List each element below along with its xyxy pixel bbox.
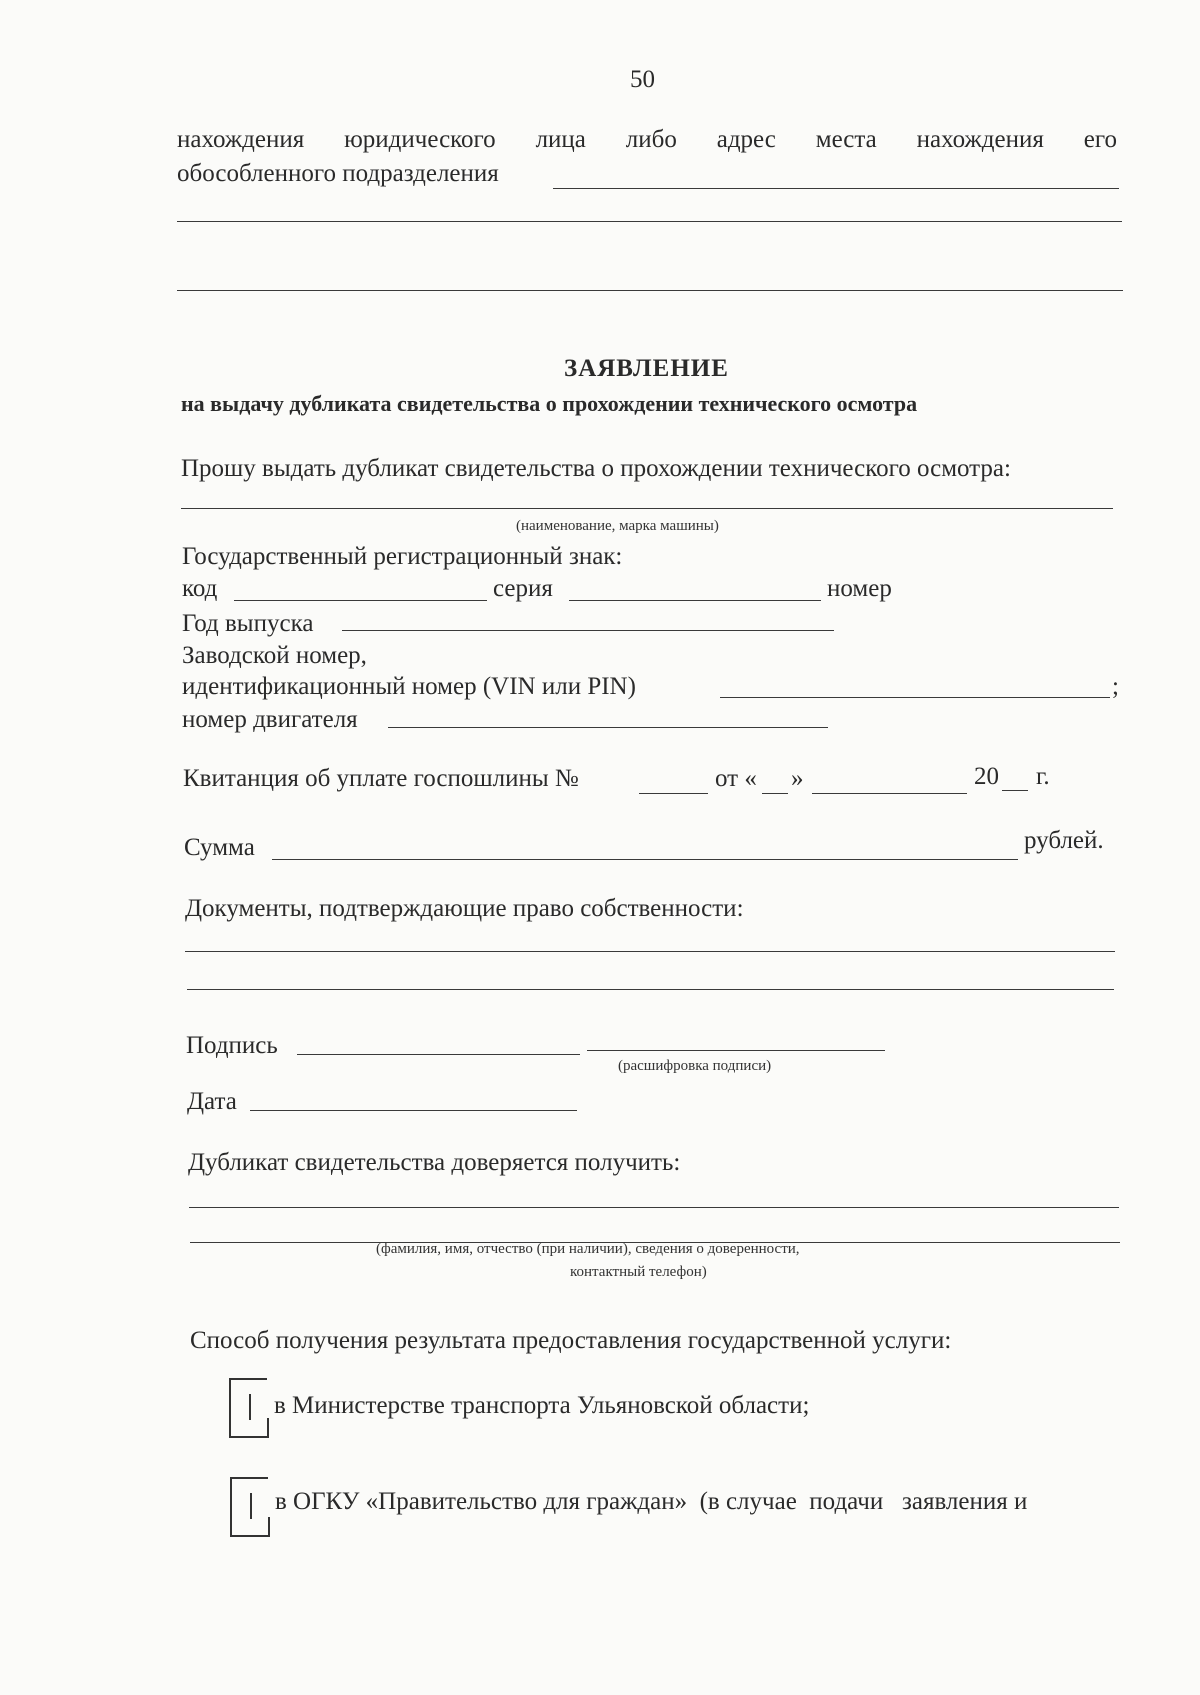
reg-code-label: код (182, 575, 218, 602)
intro-word: нахождения (177, 126, 305, 153)
reg-series-field[interactable] (569, 600, 821, 601)
sum-unit: рублей. (1024, 827, 1104, 854)
receipt-year-prefix: 20 (974, 763, 999, 790)
ownership-documents-label: Документы, подтверждающие право собственности: (185, 895, 744, 922)
receipt-year-field[interactable] (1002, 790, 1028, 791)
option-ministry-label: в Министерстве транспорта Ульяновской области; (274, 1392, 810, 1419)
intro-word: лица (535, 126, 586, 153)
result-method-label: Способ получения результата предоставления государственной услуги: (190, 1327, 952, 1354)
intro-fill-line[interactable] (177, 221, 1122, 222)
reg-code-field[interactable] (234, 600, 487, 601)
vehicle-name-line[interactable] (181, 508, 1113, 509)
ownership-field[interactable] (187, 989, 1114, 990)
signature-decryption-field[interactable] (587, 1050, 885, 1051)
trustee-label: Дубликат свидетельства доверяется получить: (188, 1149, 681, 1176)
year-label: Год выпуска (182, 610, 314, 637)
signature-field[interactable] (297, 1054, 580, 1055)
receipt-close-quote: » (791, 765, 804, 792)
signature-decryption-hint: (расшифровка подписи) (618, 1058, 772, 1074)
intro-line-2: обособленного подразделения (177, 160, 499, 187)
intro-word: юридического (344, 126, 496, 153)
intro-word: адрес (716, 126, 776, 153)
option-government-center-checkbox[interactable] (230, 1477, 270, 1537)
engine-number-field[interactable] (388, 727, 828, 728)
sum-field[interactable] (272, 859, 1018, 860)
date-label: Дата (187, 1088, 237, 1115)
sum-label: Сумма (184, 834, 255, 861)
date-field[interactable] (250, 1110, 577, 1111)
ownership-field[interactable] (185, 951, 1115, 952)
trustee-hint-line-2: контактный телефон) (570, 1264, 707, 1280)
intro-word: нахождения (916, 126, 1044, 153)
document-subtitle: на выдачу дубликата свидетельства о прохождении технического осмотра (181, 391, 918, 416)
intro-fill-line[interactable] (177, 290, 1123, 291)
intro-word: либо (625, 126, 677, 153)
receipt-year-suffix: г. (1036, 763, 1050, 790)
reg-series-label: серия (493, 575, 553, 602)
receipt-number-field[interactable] (639, 793, 708, 794)
reg-sign-label: Государственный регистрационный знак: (182, 543, 623, 570)
vin-label: идентификационный номер (VIN или PIN) (182, 673, 636, 700)
engine-number-label: номер двигателя (182, 706, 358, 733)
factory-number-label: Заводской номер, (182, 642, 367, 669)
vin-semicolon: ; (1112, 673, 1119, 700)
option-ministry-checkbox[interactable] (229, 1378, 269, 1438)
trustee-hint-line-1: (фамилия, имя, отчество (при наличии), сведения о доверенности, (376, 1241, 800, 1257)
trustee-field[interactable] (189, 1207, 1119, 1208)
receipt-month-field[interactable] (812, 793, 967, 794)
vehicle-name-hint: (наименование, марка машины) (516, 518, 719, 534)
page-number: 50 (630, 66, 655, 93)
receipt-day-field[interactable] (762, 793, 788, 794)
option-government-center-label: в ОГКУ «Правительство для граждан» (в случае подачи заявления и (275, 1488, 1028, 1515)
reg-number-label: номер (827, 575, 892, 602)
intro-fill-line[interactable] (553, 188, 1119, 189)
vin-field[interactable] (720, 697, 1110, 698)
signature-label: Подпись (186, 1032, 278, 1059)
document-title: ЗАЯВЛЕНИЕ (564, 355, 729, 382)
year-field[interactable] (342, 630, 834, 631)
receipt-label: Квитанция об уплате госпошлины № (183, 765, 579, 792)
request-text: Прошу выдать дубликат свидетельства о прохождении технического осмотра: (181, 455, 1011, 482)
intro-word: места (815, 126, 877, 153)
intro-word: его (1083, 126, 1117, 153)
intro-line-1 (177, 126, 1117, 154)
receipt-from-label: от « (715, 765, 757, 792)
